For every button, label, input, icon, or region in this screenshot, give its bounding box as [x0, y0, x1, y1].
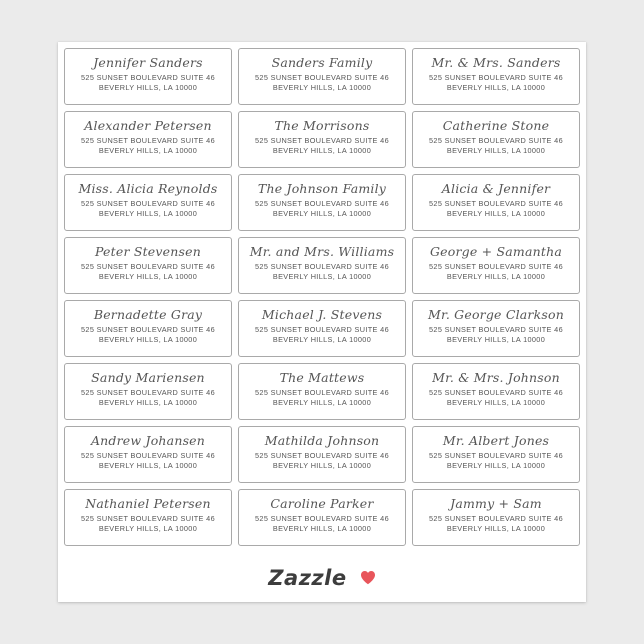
- heart-icon: [360, 570, 376, 589]
- address-label: [64, 111, 232, 168]
- label-recipient-name: Mr. George Clarkson: [428, 307, 564, 322]
- label-recipient-name: The Johnson Family: [257, 181, 387, 196]
- address-label: [412, 300, 580, 357]
- label-city-line: BEVERLY HILLS, LA 10000: [98, 523, 198, 533]
- label-sheet: [58, 42, 586, 602]
- label-city-line: BEVERLY HILLS, LA 10000: [98, 145, 198, 155]
- label-street-address: 525 SUNSET BOULEVARD SUITE 46: [81, 451, 215, 460]
- label-city-line: BEVERLY HILLS, LA 10000: [98, 82, 198, 92]
- brand-logo: Zazzle: [268, 566, 347, 590]
- label-city-line: BEVERLY HILLS, LA 10000: [272, 460, 372, 470]
- label-recipient-name: George + Samantha: [429, 244, 562, 259]
- label-city-line: BEVERLY HILLS, LA 10000: [446, 82, 546, 92]
- address-label: [64, 363, 232, 420]
- label-city-line: BEVERLY HILLS, LA 10000: [98, 397, 198, 407]
- label-city-line: BEVERLY HILLS, LA 10000: [272, 523, 372, 533]
- label-street-address: 525 SUNSET BOULEVARD SUITE 46: [429, 451, 563, 460]
- address-label: [412, 237, 580, 294]
- label-street-address: 525 SUNSET BOULEVARD SUITE 46: [429, 73, 563, 82]
- address-label: [64, 48, 232, 105]
- label-street-address: 525 SUNSET BOULEVARD SUITE 46: [81, 388, 215, 397]
- label-street-address: 525 SUNSET BOULEVARD SUITE 46: [255, 136, 389, 145]
- label-city-line: BEVERLY HILLS, LA 10000: [272, 208, 372, 218]
- label-street-address: 525 SUNSET BOULEVARD SUITE 46: [81, 73, 215, 82]
- label-grid: [64, 48, 580, 546]
- address-label: [238, 426, 406, 483]
- label-street-address: 525 SUNSET BOULEVARD SUITE 46: [255, 451, 389, 460]
- address-label: [412, 363, 580, 420]
- address-label: [412, 174, 580, 231]
- label-street-address: 525 SUNSET BOULEVARD SUITE 46: [81, 136, 215, 145]
- label-city-line: BEVERLY HILLS, LA 10000: [272, 82, 372, 92]
- label-recipient-name: Mr. and Mrs. Williams: [249, 244, 395, 259]
- label-recipient-name: Andrew Johansen: [90, 433, 206, 448]
- label-city-line: BEVERLY HILLS, LA 10000: [272, 145, 372, 155]
- label-recipient-name: Mr. Albert Jones: [442, 433, 550, 448]
- label-recipient-name: Nathaniel Petersen: [85, 496, 211, 511]
- label-city-line: BEVERLY HILLS, LA 10000: [446, 460, 546, 470]
- address-label: [64, 426, 232, 483]
- label-street-address: 525 SUNSET BOULEVARD SUITE 46: [81, 199, 215, 208]
- label-city-line: BEVERLY HILLS, LA 10000: [272, 397, 372, 407]
- address-label: [412, 111, 580, 168]
- address-label: [238, 111, 406, 168]
- label-city-line: BEVERLY HILLS, LA 10000: [98, 271, 198, 281]
- label-recipient-name: Mr. & Mrs. Sanders: [431, 55, 561, 70]
- label-street-address: 525 SUNSET BOULEVARD SUITE 46: [255, 514, 389, 523]
- address-label: [238, 237, 406, 294]
- label-recipient-name: Miss. Alicia Reynolds: [78, 181, 218, 196]
- address-label: [64, 489, 232, 546]
- label-street-address: 525 SUNSET BOULEVARD SUITE 46: [255, 262, 389, 271]
- label-street-address: 525 SUNSET BOULEVARD SUITE 46: [429, 136, 563, 145]
- label-recipient-name: Sandy Mariensen: [91, 370, 205, 385]
- label-city-line: BEVERLY HILLS, LA 10000: [98, 208, 198, 218]
- label-recipient-name: Peter Stevensen: [95, 244, 201, 259]
- label-street-address: 525 SUNSET BOULEVARD SUITE 46: [81, 262, 215, 271]
- address-label: [64, 300, 232, 357]
- address-label: [412, 489, 580, 546]
- label-street-address: 525 SUNSET BOULEVARD SUITE 46: [81, 325, 215, 334]
- label-recipient-name: Alexander Petersen: [84, 118, 212, 133]
- address-label: [64, 237, 232, 294]
- label-city-line: BEVERLY HILLS, LA 10000: [272, 334, 372, 344]
- label-recipient-name: Catherine Stone: [442, 118, 550, 133]
- address-label: [238, 48, 406, 105]
- brand-footer: [58, 566, 586, 592]
- label-street-address: 525 SUNSET BOULEVARD SUITE 46: [81, 514, 215, 523]
- address-label: [238, 300, 406, 357]
- label-city-line: BEVERLY HILLS, LA 10000: [98, 460, 198, 470]
- label-city-line: BEVERLY HILLS, LA 10000: [446, 271, 546, 281]
- address-label: [412, 48, 580, 105]
- label-recipient-name: Mathilda Johnson: [264, 433, 380, 448]
- label-recipient-name: Caroline Parker: [270, 496, 374, 511]
- label-street-address: 525 SUNSET BOULEVARD SUITE 46: [429, 199, 563, 208]
- label-recipient-name: The Mattews: [279, 370, 365, 385]
- label-recipient-name: Mr. & Mrs. Johnson: [432, 370, 560, 385]
- address-label: [238, 174, 406, 231]
- label-street-address: 525 SUNSET BOULEVARD SUITE 46: [255, 388, 389, 397]
- label-city-line: BEVERLY HILLS, LA 10000: [446, 334, 546, 344]
- label-city-line: BEVERLY HILLS, LA 10000: [98, 334, 198, 344]
- label-recipient-name: Bernadette Gray: [93, 307, 203, 322]
- label-city-line: BEVERLY HILLS, LA 10000: [446, 208, 546, 218]
- label-street-address: 525 SUNSET BOULEVARD SUITE 46: [429, 262, 563, 271]
- label-street-address: 525 SUNSET BOULEVARD SUITE 46: [429, 325, 563, 334]
- label-city-line: BEVERLY HILLS, LA 10000: [446, 145, 546, 155]
- address-label: [238, 489, 406, 546]
- address-label: [64, 174, 232, 231]
- label-street-address: 525 SUNSET BOULEVARD SUITE 46: [429, 514, 563, 523]
- address-label: [412, 426, 580, 483]
- address-label: [238, 363, 406, 420]
- label-city-line: BEVERLY HILLS, LA 10000: [272, 271, 372, 281]
- label-recipient-name: Michael J. Stevens: [261, 307, 383, 322]
- label-recipient-name: Jammy + Sam: [450, 496, 542, 511]
- label-street-address: 525 SUNSET BOULEVARD SUITE 46: [255, 199, 389, 208]
- label-street-address: 525 SUNSET BOULEVARD SUITE 46: [255, 73, 389, 82]
- label-street-address: 525 SUNSET BOULEVARD SUITE 46: [255, 325, 389, 334]
- label-street-address: 525 SUNSET BOULEVARD SUITE 46: [429, 388, 563, 397]
- label-recipient-name: Alicia & Jennifer: [441, 181, 551, 196]
- label-city-line: BEVERLY HILLS, LA 10000: [446, 523, 546, 533]
- label-recipient-name: The Morrisons: [274, 118, 370, 133]
- label-city-line: BEVERLY HILLS, LA 10000: [446, 397, 546, 407]
- label-recipient-name: Jennifer Sanders: [93, 55, 203, 70]
- label-recipient-name: Sanders Family: [271, 55, 373, 70]
